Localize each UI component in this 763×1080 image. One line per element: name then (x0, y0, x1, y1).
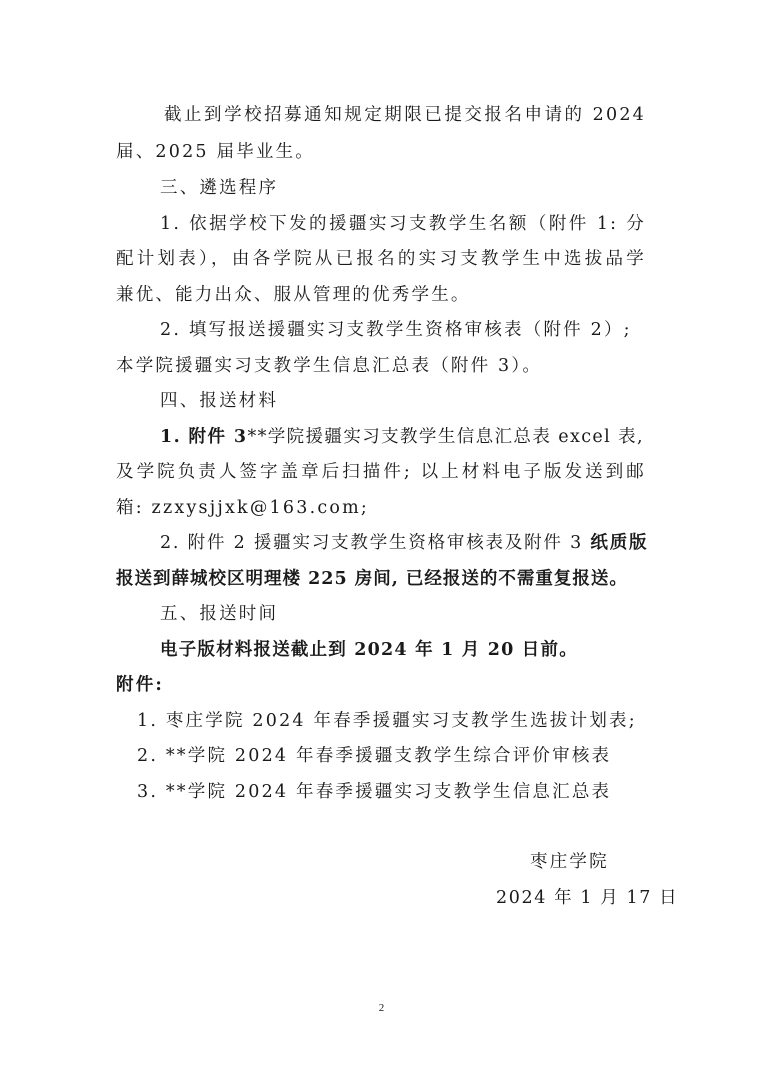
para-eligibility-line-2: 届、2025 届毕业生。 (116, 142, 315, 162)
section-heading-submission-time: 五、报送时间 (160, 604, 279, 624)
attachment-item-1: 1. 枣庄学院 2024 年春季援疆实习支教学生选拔计划表; (137, 711, 637, 731)
materials-item-2-text: 2. 附件 2 援疆实习支教学生资格审核表及附件 3 (160, 533, 591, 553)
procedure-item-2-line-1: 2. 填写报送援疆实习支教学生资格审核表（附件 2）; (160, 320, 632, 340)
materials-item-1-line-1 (160, 425, 644, 449)
materials-item-2-line-2: 报送到薛城校区明理楼 225 房间, 已经报送的不需重复报送。 (116, 569, 628, 589)
attachments-heading: 附件: (116, 675, 165, 695)
page-number: 2 (378, 1002, 385, 1014)
submission-deadline: 电子版材料报送截止到 2024 年 1 月 20 日前。 (160, 640, 578, 660)
signature-org: 枣庄学院 (530, 852, 609, 872)
procedure-item-1-line-2: 配计划表），由各学院从已报名的实习支教学生中选拔品学 (116, 249, 646, 269)
attachment-item-3: 3. **学院 2024 年春季援疆实习支教学生信息汇总表 (137, 782, 612, 802)
section-heading-selection-procedure: 三、遴选程序 (160, 178, 279, 198)
procedure-item-1-line-3: 兼优、能力出众、服从管理的优秀学生。 (116, 285, 471, 305)
para-eligibility-line-1: 截止到学校招募通知规定期限已提交报名申请的 2024 (164, 105, 646, 125)
procedure-item-2-line-2: 本学院援疆实习支教学生信息汇总表（附件 3）。 (116, 356, 543, 376)
materials-item-1-text: **学院援疆实习支教学生信息汇总表 excel 表, (247, 427, 645, 447)
signature-date: 2024 年 1 月 17 日 (496, 888, 679, 908)
materials-item-2-bold-suffix: 纸质版 (590, 533, 649, 553)
materials-item-1-bold-prefix: 1. 附件 3 (160, 427, 248, 447)
materials-item-1-line-3-email: 箱: zzxysjjxk@163.com; (116, 498, 369, 518)
materials-item-1-line-2: 及学院负责人签字盖章后扫描件; 以上材料电子版发送到邮 (116, 462, 646, 482)
section-heading-submission-materials: 四、报送材料 (160, 391, 279, 411)
procedure-item-1-line-1: 1. 依据学校下发的援疆实习支教学生名额（附件 1: 分 (160, 214, 646, 234)
attachment-item-2: 2. **学院 2024 年春季援疆支教学生综合评价审核表 (137, 746, 612, 766)
materials-item-2-line-1 (160, 531, 648, 555)
